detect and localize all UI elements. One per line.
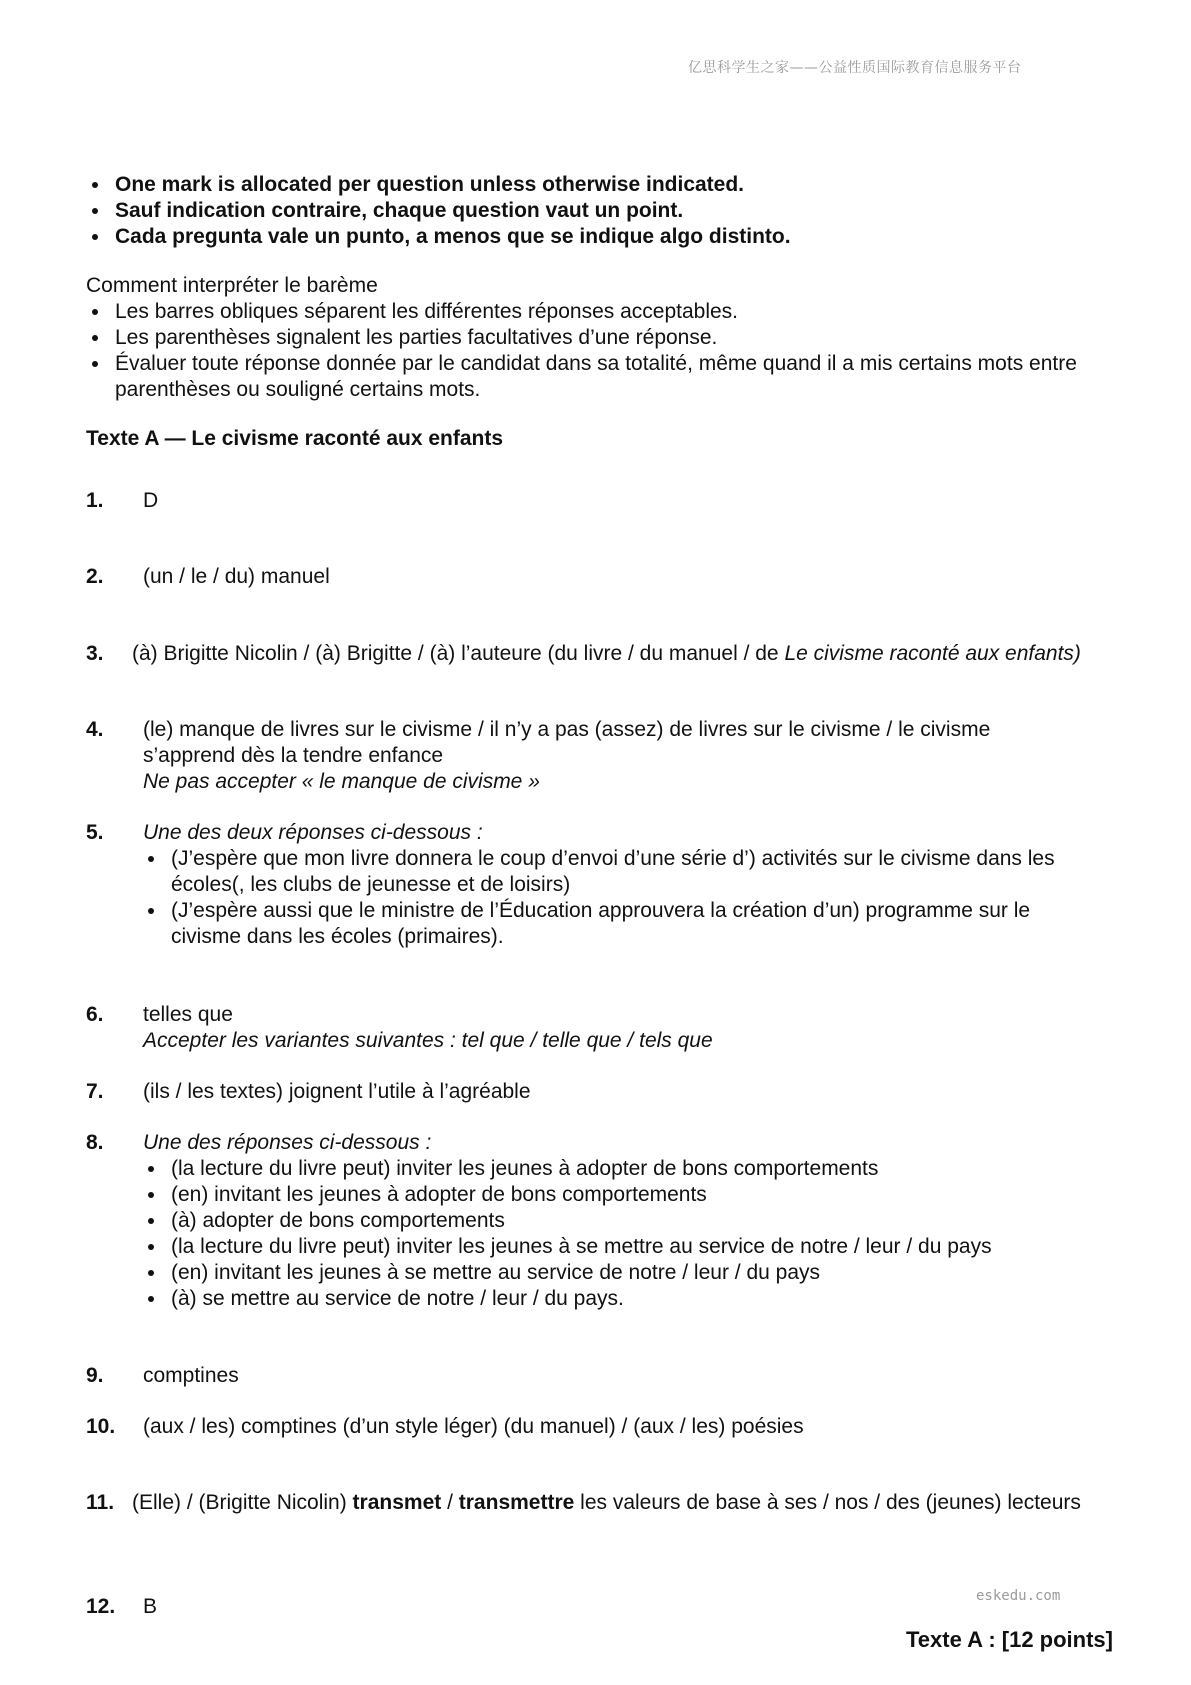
marking-note-fr: Sauf indication contraire, chaque question vaut un point. [86,198,1120,224]
interpretation-item: Les barres obliques séparent les différentes réponses acceptables. [86,299,1120,325]
answer-option: (la lecture du livre peut) inviter les jeunes à adopter de bons comportements [143,1156,1103,1182]
section-score: Texte A : [12 points] [906,1627,1113,1652]
answer-note: Accepter les variantes suivantes : tel que / telle que / tels que [143,1029,713,1052]
question-2 [86,564,1120,590]
question-number: 8. [86,1131,104,1154]
answer-list [143,846,1103,950]
question-number: 3. [86,642,104,665]
question-number: 6. [86,1003,104,1026]
marking-note-en: One mark is allocated per question unless otherwise indicated. [86,172,1120,198]
answer: (le) manque de livres sur le civisme / il n’y a pas (assez) de livres sur le civisme / le civisme s’apprend dès la tendre enfance [143,718,991,767]
answer-option: (en) invitant les jeunes à se mettre au service de notre / leur / du pays [143,1260,1103,1286]
question-number: 7. [86,1080,104,1103]
answer: B [143,1595,158,1618]
footer-site-mark: eskedu.com [976,1588,1061,1604]
answer-option: (J’espère aussi que le ministre de l’Éducation approuvera la création d’un) programme sur le civisme dans les écoles (primaires). [143,898,1103,950]
answer-option: (en) invitant les jeunes à adopter de bons comportements [143,1182,1103,1208]
question-12 [86,1594,1120,1620]
verb-option: transmet [352,1491,442,1514]
answer-option: (la lecture du livre peut) inviter les jeunes à se mettre au service de notre / leur / du pays [143,1234,1103,1260]
question-number: 9. [86,1364,104,1387]
answer [132,1490,1082,1516]
question-number: 10. [86,1415,116,1438]
question-5 [86,820,1120,950]
question-11 [86,1490,1120,1516]
question-number: 1. [86,489,104,512]
question-4 [86,717,1120,795]
answer-note: Ne pas accepter « le manque de civisme » [143,770,540,793]
answer-option: (J’espère que mon livre donnera le coup d’envoi d’une série d’) activités sur le civisme dans les écoles(, les clubs de jeunesse et de loisirs) [143,846,1103,898]
question-number: 2. [86,565,104,588]
question-number: 5. [86,821,104,844]
verb-option: transmettre [458,1491,575,1514]
answer-option: (à) adopter de bons comportements [143,1208,1103,1234]
answer-text: les valeurs de base à ses / nos / des (jeunes) lecteurs [574,1491,1081,1514]
header-watermark: 亿思科学生之家——公益性质国际教育信息服务平台 [688,60,1022,76]
answer-intro: Une des deux réponses ci-dessous : [143,821,483,844]
answer: (un / le / du) manuel [143,565,330,588]
question-6 [86,1002,1120,1054]
answer-list [143,1156,1103,1312]
answer [132,641,1082,667]
question-number: 11. [86,1491,115,1514]
answer-text: (Elle) / (Brigitte Nicolin) [132,1491,353,1514]
question-9 [86,1363,1120,1389]
question-1 [86,488,1120,514]
marking-notes-list [86,172,1120,250]
answer: (ils / les textes) joignent l’utile à l’agréable [143,1080,531,1103]
question-3 [86,641,1120,667]
question-7 [86,1079,1120,1105]
answer-text: (à) Brigitte Nicolin / (à) Brigitte / (à) l’auteure (du livre / du manuel / de [132,642,785,665]
answer-option: (à) se mettre au service de notre / leur / du pays. [143,1286,1103,1312]
book-title: Le civisme raconté aux enfants) [784,642,1081,665]
interpretation-item: Les parenthèses signalent les parties facultatives d’une réponse. [86,325,1120,351]
question-number: 12. [86,1595,116,1618]
interpretation-item: Évaluer toute réponse donnée par le candidat dans sa totalité, même quand il a mis certains mots entre parenthèses ou souligné certains mots. [86,351,1120,403]
question-number: 4. [86,718,104,741]
answer: telles que [143,1003,233,1026]
marking-scheme-page [86,172,1120,452]
marking-note-es: Cada pregunta vale un punto, a menos que se indique algo distinto. [86,224,1120,250]
interpretation-title: Comment interpréter le barème [86,274,378,297]
answer: (aux / les) comptines (d’un style léger) (du manuel) / (aux / les) poésies [143,1415,804,1438]
answer-intro: Une des réponses ci-dessous : [143,1131,432,1154]
question-8 [86,1130,1120,1312]
answer: comptines [143,1364,239,1387]
question-10 [86,1414,1120,1440]
answer: D [143,489,159,512]
section-title: Texte A — Le civisme raconté aux enfants [86,427,504,450]
separator: / [441,1491,459,1514]
interpretation-list [86,299,1120,403]
